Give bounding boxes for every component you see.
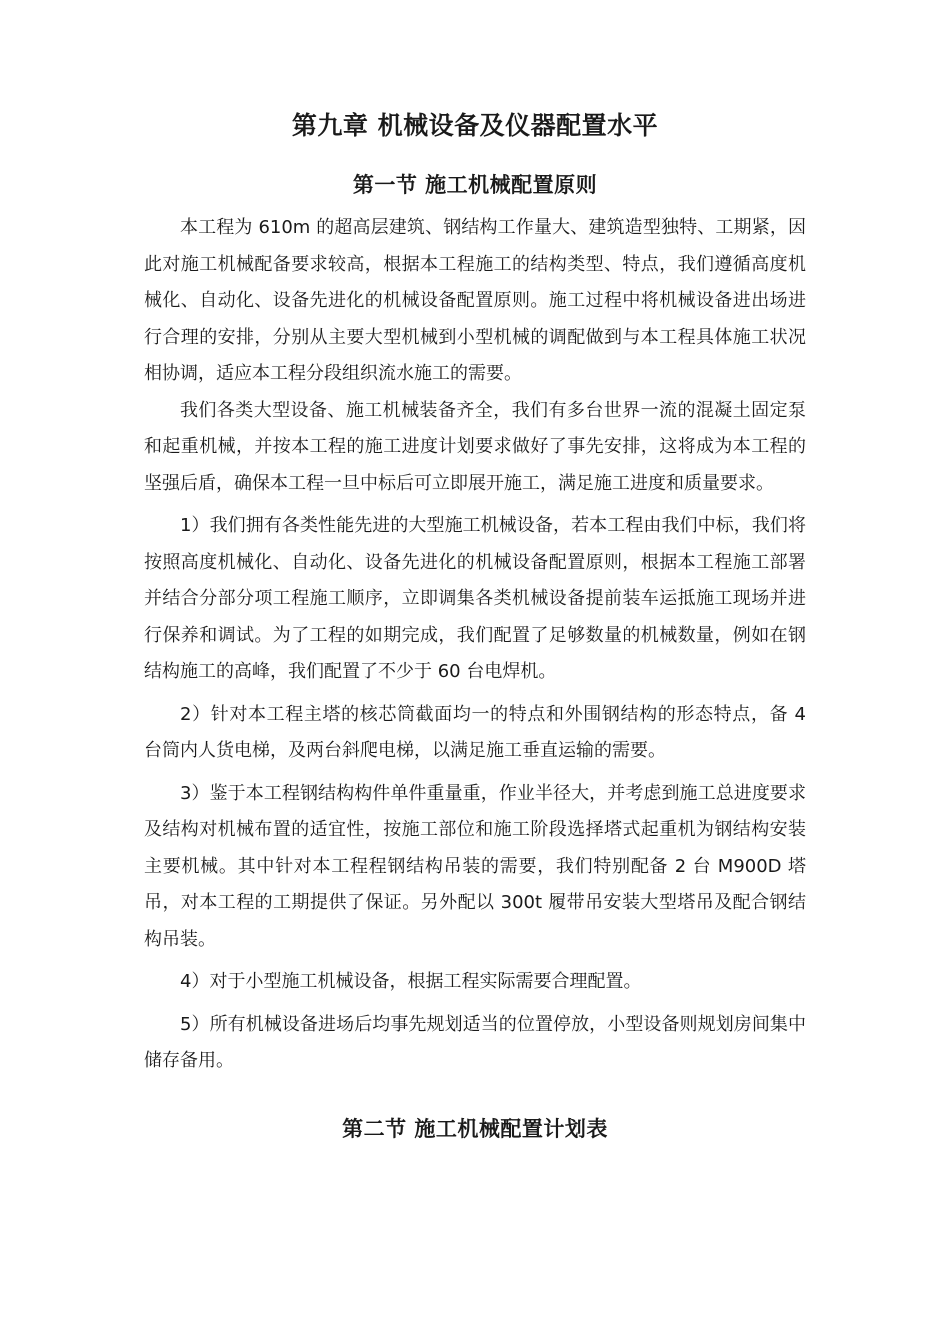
paragraph-intro: 本工程为 610m 的超高层建筑、钢结构工作量大、建筑造型独特、工期紧，因此对施工机械配备要求较高，根据本工程施工的结构类型、特点，我们遵循高度机械化、自动化、设备先进化的机械设备配置原则。施工过程中将机械设备进出场进行合理的安排，分别从主要大型机械到小型机械的调配做到与本工程具体施工状况相协调，适应本工程分段组织流水施工的需要。: [144, 217, 806, 384]
list-item-3: 3）鉴于本工程钢结构构件单件重量重，作业半径大，并考虑到施工总进度要求及结构对机械布置的适宜性，按施工部位和施工阶段选择塔式起重机为钢结构安装主要机械。其中针对本工程程钢结构吊装的需要，我们特别配备 2 台 M900D 塔吊，对本工程的工期提供了保证。另外配以 300t 履带吊安装大型塔吊及配合钢结构吊装。: [144, 782, 806, 950]
section-2-title: 第二节 施工机械配置计划表: [342, 1116, 608, 1141]
list-item-1: 1）我们拥有各类性能先进的大型施工机械设备，若本工程由我们中标，我们将按照高度机械化、自动化、设备先进化的机械设备配置原则，根据本工程施工部署并结合分部分项工程施工顺序，立即调集各类机械设备提前装车运抵施工现场并进行保养和调试。为了工程的如期完成，我们配置了足够数量的机械数量，例如在钢结构施工的高峰，我们配置了不少于 60 台电焊机。: [144, 515, 806, 682]
section-1-title: 第一节 施工机械配置原则: [352, 173, 598, 197]
list-item-4: 4）对于小型施工机械设备，根据工程实际需要合理配置。: [180, 971, 642, 992]
chapter-title: 第九章 机械设备及仪器配置水平: [291, 111, 659, 140]
paragraph-equipment: 我们各类大型设备、施工机械装备齐全，我们有多台世界一流的混凝土固定泵和起重机械，并按本工程的施工进度计划要求做好了事先安排，这将成为本工程的坚强后盾，确保本工程一旦中标后可立即展开施工，满足施工进度和质量要求。: [144, 399, 806, 494]
list-item-2: 2）针对本工程主塔的核芯筒截面均一的特点和外围钢结构的形态特点，备 4 台筒内人货电梯，及两台斜爬电梯，以满足施工垂直运输的需要。: [144, 703, 806, 761]
list-item-5: 5）所有机械设备进场后均事先规划适当的位置停放，小型设备则规划房间集中储存备用。: [144, 1013, 806, 1071]
document-body: [144, 108, 806, 1154]
